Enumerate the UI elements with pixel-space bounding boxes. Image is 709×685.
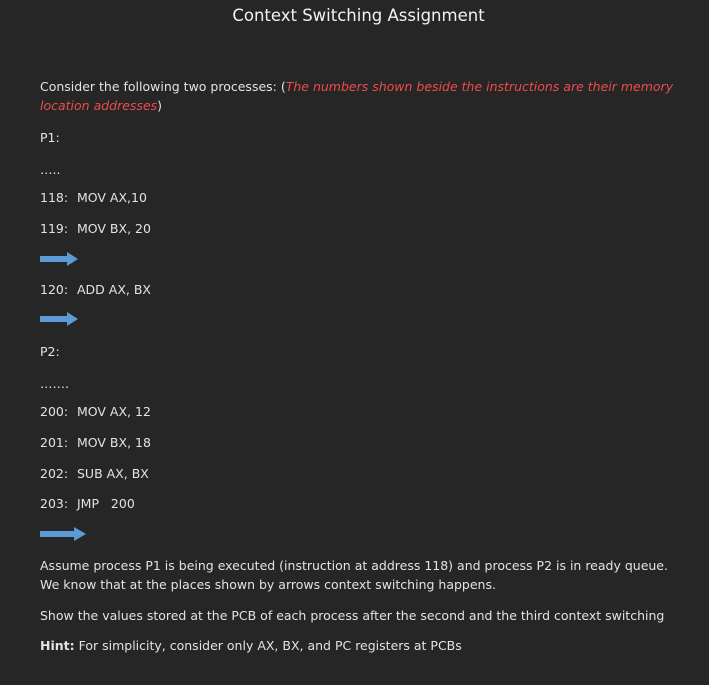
right-arrow-icon xyxy=(40,312,78,326)
instruction-address: 202: xyxy=(40,466,69,481)
instruction-code: JMP 200 xyxy=(77,496,135,511)
right-arrow-icon xyxy=(40,252,78,266)
p1-instruction xyxy=(40,280,151,299)
instruction-code: MOV AX, 12 xyxy=(77,404,151,419)
instruction-code: SUB AX, BX xyxy=(77,466,149,481)
hint-label: Hint: xyxy=(40,638,75,653)
p2-instruction xyxy=(40,433,151,452)
instruction-address: 203: xyxy=(40,496,69,511)
instruction-code: MOV AX,10 xyxy=(77,190,147,205)
p2-label: P2: xyxy=(40,344,60,359)
p2-instruction xyxy=(40,494,135,513)
p1-ellipsis: ….. xyxy=(40,162,61,177)
p2-instruction xyxy=(40,402,151,421)
page-title: Context Switching Assignment xyxy=(232,6,485,25)
instruction-address: 119: xyxy=(40,221,69,236)
p2-ellipsis: ……. xyxy=(40,376,69,391)
assume-paragraph: Assume process P1 is being executed (instruction at address 118) and process P2 is in ready queue. We know that at the places shown by arrows context switching happens. xyxy=(40,558,668,592)
instruction-code: ADD AX, BX xyxy=(77,282,151,297)
p1-instruction xyxy=(40,219,151,238)
intro-paragraph xyxy=(40,77,680,115)
instruction-address: 200: xyxy=(40,404,69,419)
p1-label: P1: xyxy=(40,130,60,145)
address-note: The numbers shown beside the instructions are their memory location addresses xyxy=(40,79,674,113)
intro-text: Consider the following two processes: ( xyxy=(40,79,286,94)
instruction-code: MOV BX, 18 xyxy=(77,435,151,450)
p2-instruction xyxy=(40,464,149,483)
instruction-code: MOV BX, 20 xyxy=(77,221,151,236)
right-arrow-icon xyxy=(40,527,86,541)
hint-text: For simplicity, consider only AX, BX, and PC registers at PCBs xyxy=(74,638,462,653)
instruction-address: 118: xyxy=(40,190,69,205)
p1-instruction xyxy=(40,188,147,207)
intro-close: ) xyxy=(157,98,163,113)
instruction-address: 120: xyxy=(40,282,69,297)
hint-paragraph xyxy=(40,636,680,655)
instruction-address: 201: xyxy=(40,435,69,450)
show-paragraph: Show the values stored at the PCB of each process after the second and the third context switching xyxy=(40,608,665,623)
